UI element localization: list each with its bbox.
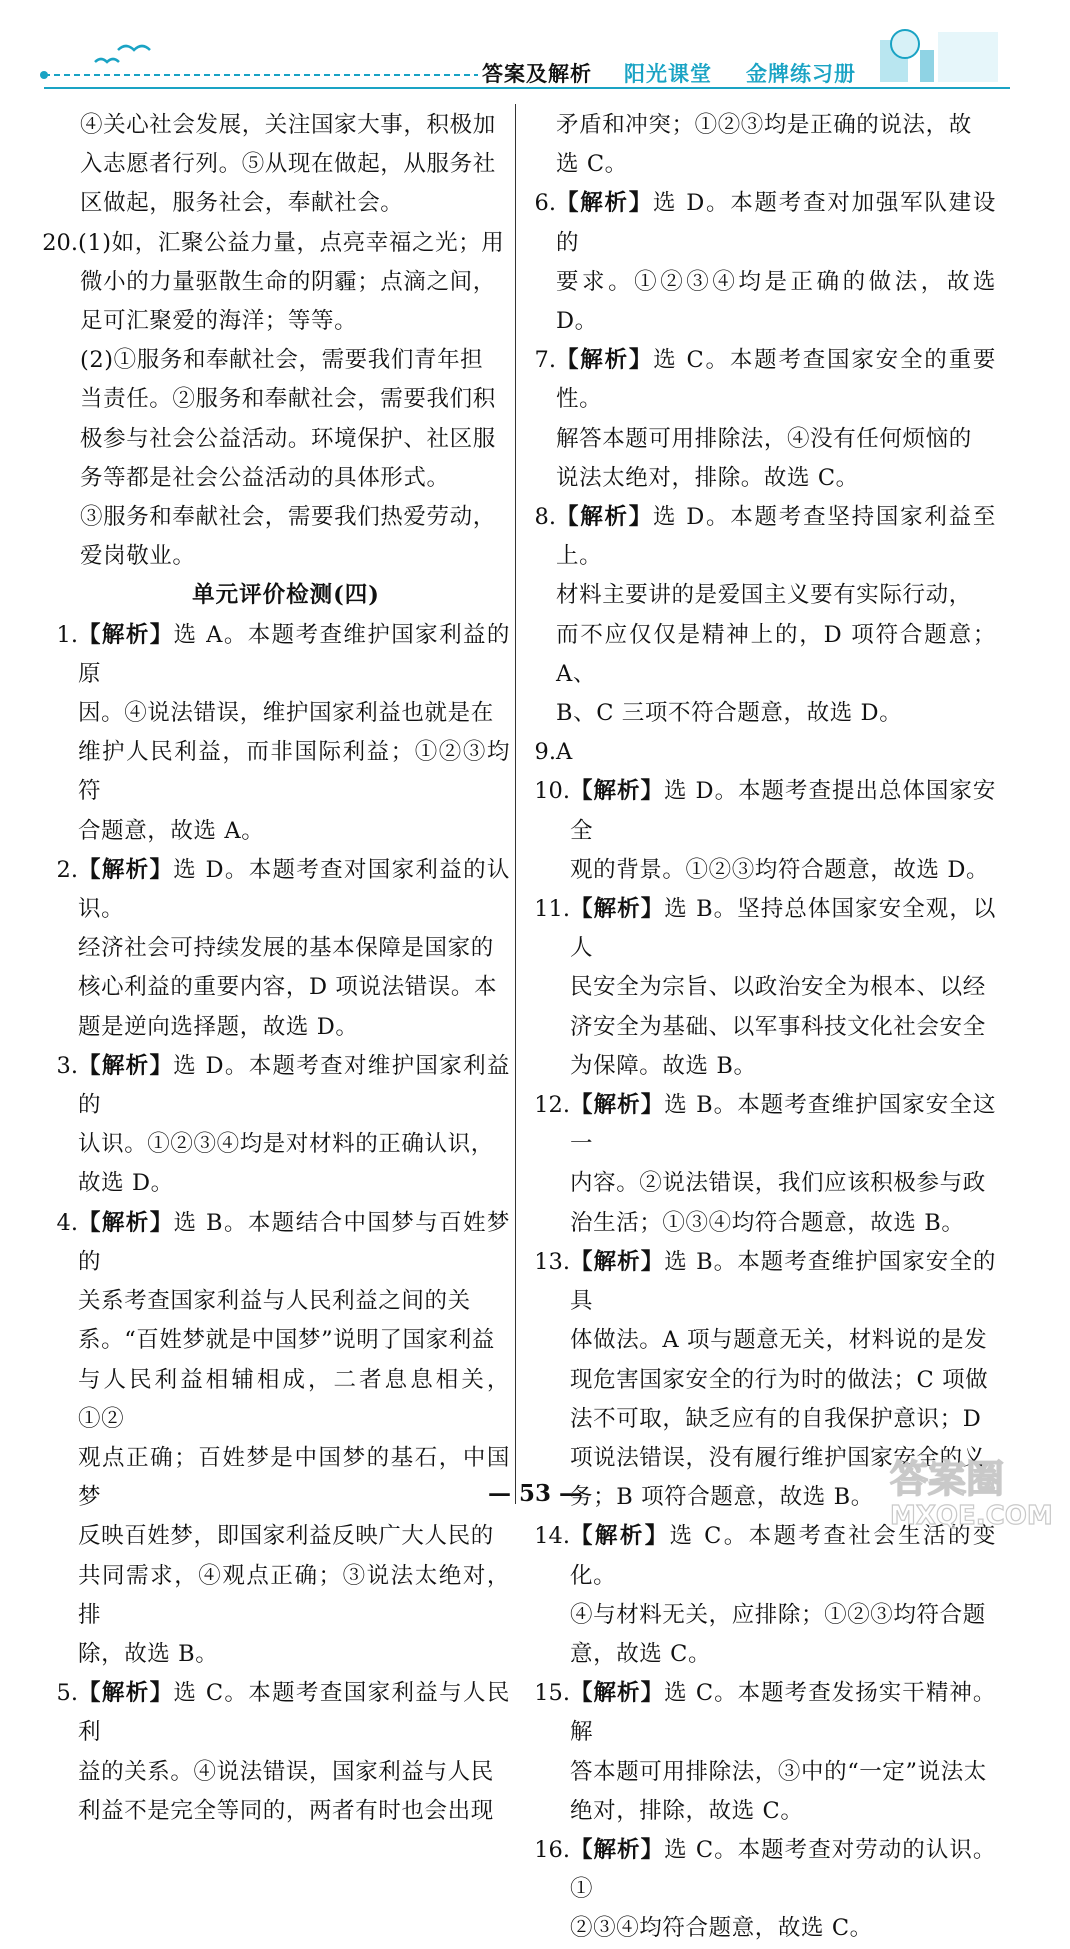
answer-item-20	[22, 224, 510, 263]
item-line: 意，故选 C。	[570, 1640, 712, 1667]
item-line: 而不应仅仅是精神上的，D 项符合题意；A、	[556, 621, 996, 687]
item-number: 20.	[42, 229, 78, 256]
item-first-line: 选 B。本题考查维护国家安全的具	[570, 1248, 997, 1315]
answer-analysis-title: 答案及解析	[482, 61, 592, 86]
answer-continuation-line: 区做起，服务社会，奉献社会。	[80, 190, 404, 217]
analysis-tag: 【解析】	[570, 1092, 665, 1119]
item-line: 与人民利益相辅相成，二者息息相关，①②	[78, 1366, 510, 1432]
item-text	[556, 733, 996, 772]
item-number: 11.	[534, 896, 570, 923]
left-answer-list	[22, 616, 510, 1831]
item-line: 故选 D。	[78, 1170, 174, 1197]
item-line: 系。“百姓梦就是中国梦”说明了国家利益	[78, 1327, 495, 1354]
item-line: (2)①服务和奉献社会，需要我们青年担	[80, 347, 484, 374]
item-text	[556, 184, 996, 262]
item-line: 反映百姓梦，即国家利益反映广大人民的	[78, 1523, 494, 1550]
item-line: 关系考查国家利益与人民利益之间的关	[78, 1288, 471, 1315]
item-line: 项说法错误，没有履行维护国家安全的义	[570, 1444, 986, 1471]
item-line: 维护人民利益，而非国际利益；①②③均符	[78, 739, 510, 805]
item-line: 利益不是完全等同的，两者有时也会出现	[78, 1797, 494, 1824]
answer-item	[526, 341, 996, 419]
item-line: 极参与社会公益活动。环境保护、社区服	[80, 425, 496, 452]
svg-text:MXQE.COM: MXQE.COM	[890, 1501, 1053, 1530]
item-line: 解答本题可用排除法，④没有任何烦恼的	[556, 425, 972, 452]
answer-item	[526, 1674, 996, 1752]
item-text	[78, 616, 510, 694]
item-line: 合题意，故选 A。	[78, 817, 265, 844]
item-first-line: 选 C。本题考查社会生活的变化。	[570, 1523, 996, 1589]
item-text	[570, 772, 996, 850]
answer-item	[22, 1204, 510, 1282]
answer-item	[22, 616, 510, 694]
item-line: 除，故选 B。	[78, 1640, 219, 1667]
item-number: 16.	[534, 1836, 570, 1863]
item-first-line: 选 B。坚持总体国家安全观，以人	[570, 896, 997, 962]
item-line: 爱岗敬业。	[80, 543, 196, 570]
item-line: 体做法。A 项与题意无关，材料说的是发	[570, 1327, 988, 1354]
item-line: 观点正确；百姓梦是中国梦的基石，中国梦	[78, 1444, 510, 1511]
analysis-tag: 【解析】	[570, 896, 665, 923]
item-number: 14.	[534, 1523, 570, 1550]
right-column	[526, 106, 996, 1949]
item-number: 2.	[56, 856, 78, 883]
item-line: B、C 三项不符合题意，故选 D。	[556, 700, 903, 727]
answer-item	[526, 1831, 996, 1909]
item-number: 10.	[534, 778, 570, 805]
item-number: 12.	[534, 1092, 570, 1119]
item-line: 治生活；①③④均符合题意，故选 B。	[570, 1209, 965, 1236]
answer-item	[22, 1047, 510, 1125]
brand-name: 阳光课堂	[624, 61, 712, 86]
item-line: 答本题可用排除法，③中的“一定”说法太	[570, 1758, 987, 1785]
analysis-tag: 【解析】	[570, 1836, 665, 1863]
answer-continuation-line: ④关心社会发展，关注国家大事，积极加	[80, 112, 496, 138]
item-text	[78, 1047, 510, 1125]
section-title: 单元评价检测(四)	[192, 582, 380, 609]
item-line: 观的背景。①②③均符合题意，故选 D。	[570, 856, 990, 883]
analysis-tag: 【解析】	[78, 1209, 174, 1236]
item-line: 微小的力量驱散生命的阴霾；点滴之间，	[80, 268, 496, 295]
answer-item	[22, 1674, 510, 1752]
item-line: 当责任。②服务和奉献社会，需要我们积	[80, 386, 496, 413]
answer-item	[526, 1243, 996, 1321]
answer-item	[526, 772, 996, 850]
item-line: 足可汇聚爱的海洋；等等。	[80, 308, 358, 335]
analysis-tag: 【解析】	[556, 347, 654, 374]
item-text	[570, 1674, 996, 1752]
item-text	[570, 1243, 996, 1321]
right-answer-list	[526, 184, 996, 1948]
item-line: 务；B 项符合题意，故选 B。	[570, 1484, 874, 1511]
column-divider	[515, 104, 516, 1504]
page-number: — 53 —	[487, 1480, 583, 1507]
answer-item	[526, 1086, 996, 1164]
analysis-tag: 【解析】	[556, 504, 654, 531]
item-first-line: 选 D。本题考查对加强军队建设的	[556, 190, 996, 256]
answer-item	[526, 498, 996, 576]
item-first-line: A	[556, 739, 573, 766]
answer-continuation-line: 选 C。	[556, 151, 628, 178]
item-text	[570, 1831, 996, 1909]
item-number: 13.	[534, 1248, 570, 1275]
item-line: ③服务和奉献社会，需要我们热爱劳动，	[80, 504, 496, 531]
item-text	[570, 890, 996, 968]
analysis-tag: 【解析】	[78, 621, 174, 648]
item-first-line: 选 C。本题考查国家安全的重要性。	[556, 347, 996, 413]
item-first-line: 选 C。本题考查国家利益与人民利	[78, 1680, 510, 1746]
analysis-tag: 【解析】	[556, 190, 654, 217]
answer-item	[526, 733, 996, 772]
item-line: 内容。②说法错误，我们应该积极参与政	[570, 1170, 986, 1197]
item-line: 绝对，排除，故选 C。	[570, 1797, 804, 1824]
left-column	[22, 106, 510, 1831]
item-line: 认识。①②③④均是对材料的正确认识，	[78, 1131, 494, 1158]
item-number: 5.	[56, 1680, 78, 1707]
answer-item	[526, 184, 996, 262]
item-line: 说法太绝对，排除。故选 C。	[556, 464, 859, 491]
analysis-tag: 【解析】	[570, 778, 664, 805]
answer-item	[526, 890, 996, 968]
item-text: (1)如，汇聚公益力量，点亮幸福之光；用	[78, 229, 505, 256]
item-line: 民安全为宗旨、以政治安全为根本、以经	[570, 974, 986, 1001]
item-line: 共同需求，④观点正确；③说法太绝对，排	[78, 1562, 510, 1628]
item-line: 济安全为基础、以军事科技文化社会安全	[570, 1013, 986, 1040]
watermark-logo-icon	[880, 1446, 1062, 1530]
item-line: 益的关系。④说法错误，国家利益与人民	[78, 1758, 494, 1785]
answer-continuation-line: 矛盾和冲突；①②③均是正确的说法，故	[556, 112, 972, 138]
item-line: 因。④说法错误，维护国家利益也就是在	[78, 700, 494, 727]
item-number: 8.	[534, 504, 556, 531]
item-first-line: 选 B。本题结合中国梦与百姓梦的	[78, 1209, 511, 1275]
item-line: 现危害国家安全的行为时的做法；C 项做	[570, 1366, 989, 1393]
item-text	[78, 1204, 510, 1282]
item-line: 核心利益的重要内容，D 项说法错误。本	[78, 974, 498, 1001]
item-first-line: 选 C。本题考查对劳动的认识。①	[570, 1836, 996, 1903]
item-text	[556, 341, 996, 419]
item-line: 务等都是社会公益活动的具体形式。	[80, 464, 450, 491]
item-text	[556, 498, 996, 576]
item-number: 3.	[56, 1052, 78, 1079]
analysis-tag: 【解析】	[570, 1523, 670, 1550]
item-line: 材料主要讲的是爱国主义要有实际行动，	[556, 582, 972, 609]
item-first-line: 选 D。本题考查提出总体国家安全	[570, 778, 996, 844]
item-first-line: 选 D。本题考查对国家利益的认识。	[78, 856, 510, 923]
answer-item	[22, 851, 510, 929]
item-line: 题是逆向选择题，故选 D。	[78, 1013, 359, 1040]
analysis-tag: 【解析】	[78, 856, 174, 883]
page-header	[0, 0, 1070, 100]
book-name: 金牌练习册	[746, 61, 856, 86]
item-number: 15.	[534, 1680, 570, 1707]
item-first-line: 选 B。本题考查维护国家安全这一	[570, 1092, 997, 1158]
answer-continuation-line: 入志愿者行列。⑤从现在做起，从服务社	[80, 151, 496, 178]
item-line: 经济社会可持续发展的基本保障是国家的	[78, 935, 494, 962]
item-number: 4.	[56, 1209, 78, 1236]
item-number: 9.	[534, 739, 556, 766]
item-text	[78, 1674, 510, 1752]
item-line: 为保障。故选 B。	[570, 1052, 757, 1079]
item-first-line: 选 D。本题考查坚持国家利益至上。	[556, 504, 996, 570]
item-number: 7.	[534, 347, 556, 374]
item-number: 1.	[56, 621, 78, 648]
item-first-line: 选 C。本题考查发扬实干精神。解	[570, 1680, 996, 1746]
item-text	[78, 851, 510, 929]
item-line: 法不可取，缺乏应有的自我保护意识；D	[570, 1405, 982, 1432]
svg-text:答案圈: 答案圈	[890, 1457, 1005, 1501]
item-first-line: 选 D。本题考查对维护国家利益的	[78, 1052, 510, 1119]
item-first-line: 选 A。本题考查维护国家利益的原	[78, 621, 510, 687]
analysis-tag: 【解析】	[78, 1052, 174, 1079]
analysis-tag: 【解析】	[570, 1680, 665, 1707]
item-line: ④与材料无关，应排除；①②③均符合题	[570, 1601, 986, 1628]
item-number: 6.	[534, 190, 556, 217]
analysis-tag: 【解析】	[78, 1680, 174, 1707]
item-text	[570, 1086, 996, 1164]
item-line: ②③④均符合题意，故选 C。	[570, 1915, 873, 1942]
item-line: 要求。①②③④均是正确的做法，故选 D。	[556, 268, 996, 335]
analysis-tag: 【解析】	[570, 1248, 665, 1275]
